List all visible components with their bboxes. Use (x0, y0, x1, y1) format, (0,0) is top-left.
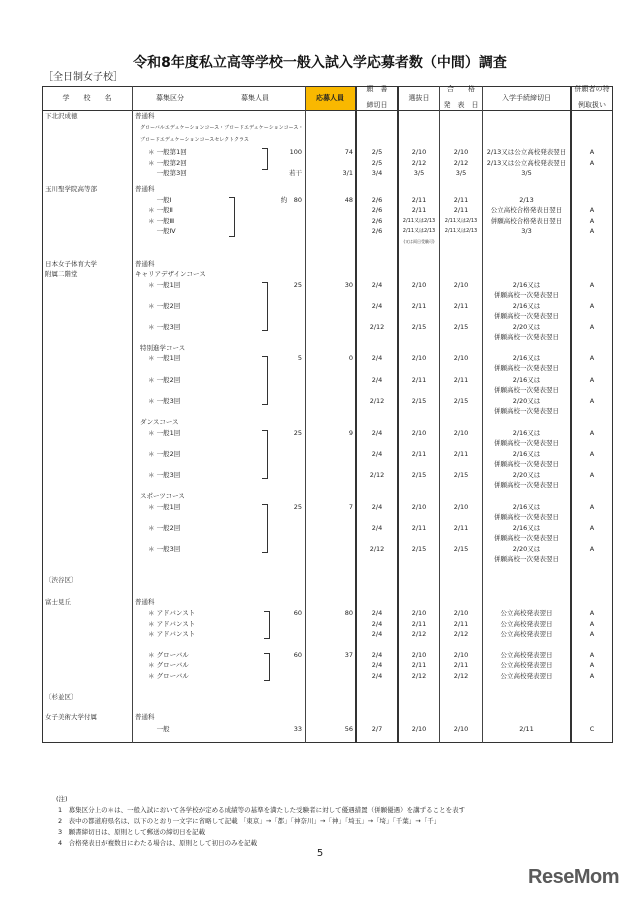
application-deadline-cell: 2/4 (371, 609, 383, 617)
page-title: 令和8年度私立高等学校一般入試入学応募者数（中間）調査 (133, 55, 507, 71)
category-cell: 特別進学コース (140, 344, 186, 352)
header-deadline-bottom: 締切日 (366, 101, 388, 109)
special-handling-cell: A (589, 672, 595, 680)
special-handling-cell: A (589, 281, 595, 289)
resemom-logo: ReseMom (528, 866, 619, 888)
selection-date-cell: 2/11 (411, 661, 427, 669)
pass-announcement-cell: 2/11又は2/13 (444, 228, 478, 234)
application-deadline-cell: 2/4 (371, 354, 383, 362)
pass-announcement-cell: 2/11 (453, 376, 469, 384)
selection-date-cell: 2/10 (411, 651, 427, 659)
pass-announcement-cell: 2/15 (453, 397, 469, 405)
page-number: 5 (316, 848, 324, 859)
selection-date-cell: 2/10 (411, 609, 427, 617)
special-handling-cell: A (589, 397, 595, 405)
application-deadline-cell: 2/4 (371, 302, 383, 310)
special-handling-cell: A (589, 661, 595, 669)
special-handling-cell: A (589, 545, 595, 553)
group-bracket (262, 148, 268, 170)
selection-date-cell: 2/11 (411, 450, 427, 458)
procedure-deadline-cell: 公立高校発表翌日 (500, 620, 553, 628)
special-handling-cell: A (589, 159, 595, 167)
school-name-cell: 下北沢成徳 (45, 112, 78, 120)
category-cell: ＊ グローバル (148, 661, 189, 669)
selection-date-cell: 2/10 (411, 148, 427, 156)
category-cell: ＊ 一般1回 (148, 281, 181, 289)
procedure-deadline-cell: 公立高校発表翌日 (500, 672, 553, 680)
category-cell: ＊ 一般3回 (148, 471, 181, 479)
category-cell: ＊ アドバンスト (148, 630, 196, 638)
selection-date-cell: 2/12 (411, 159, 427, 167)
category-cell: ダンスコース (140, 418, 179, 426)
pass-announcement-cell: 2/10 (453, 148, 469, 156)
pass-announcement-cell: 2/15 (453, 545, 469, 553)
selection-date-cell: 2/11又は2/13 (402, 228, 436, 234)
procedure-deadline-cell: 2/20又は 併願高校一次発表翌日 (494, 397, 559, 415)
category-cell: 普通科 (135, 112, 155, 120)
application-deadline-cell: 2/6 (371, 227, 383, 235)
application-deadline-cell: 2/12 (369, 471, 385, 479)
category-cell: 普通科 (135, 260, 155, 268)
header-selection: 選抜日 (408, 94, 430, 102)
procedure-deadline-cell: 2/16又は 併願高校一次発表翌日 (494, 281, 559, 299)
special-handling-cell: A (589, 206, 595, 214)
school-name-cell: 富士見丘 (45, 598, 71, 606)
applicants-cell: 37 (344, 651, 353, 659)
selection-date-cell: 2/11 (411, 196, 427, 204)
application-deadline-cell: 2/4 (371, 620, 383, 628)
capacity-cell: 25 (293, 503, 302, 511)
capacity-cell: 60 (293, 651, 302, 659)
pass-announcement-cell: 2/11 (453, 661, 469, 669)
selection-date-cell: 2/11 (411, 376, 427, 384)
selection-date-cell: 2/15 (411, 545, 427, 553)
capacity-cell: 25 (293, 281, 302, 289)
category-cell: 一般第3回 (148, 169, 187, 177)
application-deadline-cell: 2/12 (369, 323, 385, 331)
procedure-deadline-cell: 2/16又は 併願高校一次発表翌日 (494, 429, 559, 447)
header-special-bottom: 例取扱い (578, 101, 606, 109)
capacity-cell: 5 (297, 354, 302, 362)
applicants-cell: 30 (344, 281, 353, 289)
procedure-deadline-cell: 2/20又は 併願高校一次発表翌日 (494, 471, 559, 489)
school-name-cell: 〔渋谷区〕 (45, 576, 78, 584)
group-bracket (262, 356, 268, 405)
pass-announcement-cell: 2/10 (453, 503, 469, 511)
application-deadline-cell: 2/4 (371, 651, 383, 659)
pass-announcement-cell: 2/10 (453, 651, 469, 659)
selection-date-cell: 2/10 (411, 281, 427, 289)
selection-date-cell: 2/11 (411, 620, 427, 628)
procedure-deadline-cell: 2/16又は 併願高校一次発表翌日 (494, 450, 559, 468)
header-special-top: 併願者の特 (574, 85, 610, 93)
special-handling-cell: A (589, 217, 595, 225)
selection-date-cell: 2/11又は2/13 (402, 218, 436, 224)
applicants-cell: 7 (348, 503, 353, 511)
school-name-cell: 女子美術大学付属 (45, 713, 97, 721)
pass-announcement-cell: 2/10 (453, 354, 469, 362)
selection-date-cell: 2/11 (411, 524, 427, 532)
applicants-cell: 56 (344, 725, 353, 733)
selection-date-cell: 2/12 (411, 630, 427, 638)
school-name-cell: 〔杉並区〕 (45, 693, 78, 701)
application-deadline-cell: 2/4 (371, 429, 383, 437)
pass-announcement-cell: 2/11 (453, 302, 469, 310)
capacity-cell: 25 (293, 429, 302, 437)
section-label: ［全日制女子校］ (43, 72, 123, 83)
header-capacity: 募集人員 (241, 94, 269, 102)
application-deadline-cell: 2/4 (371, 376, 383, 384)
procedure-deadline-cell: 3/5 (521, 169, 532, 177)
category-cell: ＊ グローバル (148, 651, 189, 659)
special-handling-cell: A (589, 609, 595, 617)
category-cell: 普通科 (135, 598, 155, 606)
special-handling-cell: A (589, 302, 595, 310)
special-handling-cell: A (589, 376, 595, 384)
special-handling-cell: A (589, 630, 595, 638)
category-cell: ＊ 一般第2回 (148, 159, 187, 167)
special-handling-cell: A (589, 354, 595, 362)
special-handling-cell: A (589, 524, 595, 532)
application-deadline-cell: 2/6 (371, 217, 383, 225)
selection-date-cell: 2/15 (411, 323, 427, 331)
application-deadline-cell: 2/5 (371, 159, 383, 167)
category-cell: 一般Ⅳ (148, 227, 176, 235)
group-bracket (262, 430, 268, 479)
applicants-cell: 74 (344, 148, 353, 156)
category-cell: 普通科 (135, 713, 155, 721)
category-cell: ＊ 一般第1回 (148, 148, 187, 156)
procedure-deadline-cell: 公立高校発表翌日 (500, 630, 553, 638)
procedure-deadline-cell: 2/11 (519, 725, 534, 733)
pass-announcement-cell: 2/11又は2/13 (444, 218, 478, 224)
application-deadline-cell: 2/4 (371, 672, 383, 680)
pass-announcement-cell: 2/15 (453, 323, 469, 331)
procedure-deadline-cell: 3/3 (521, 227, 532, 235)
special-handling-cell: A (589, 620, 595, 628)
category-cell: ＊ グローバル (148, 672, 189, 680)
category-cell: ＊ アドバンスト (148, 609, 196, 617)
footnote-line: 2 表中の都道府県名は、以下のとおり一文字に省略して記載 「東京」→「都」「神奈川」→「神」「埼玉」→「埼」「千葉」→「千」 (58, 817, 441, 825)
procedure-deadline-cell: 公立高校発表翌日 (500, 651, 553, 659)
school-name-cell: 玉川聖学院高等部 (45, 185, 97, 193)
col-divider (305, 86, 306, 743)
special-handling-cell: A (589, 651, 595, 659)
application-deadline-cell: 2/4 (371, 661, 383, 669)
procedure-deadline-cell: 2/13 (519, 196, 534, 204)
special-handling-cell: A (589, 227, 595, 235)
category-cell: ＊ 一般2回 (148, 302, 181, 310)
pass-announcement-cell: 2/12 (453, 630, 469, 638)
group-bracket (262, 282, 268, 331)
application-deadline-cell: 2/6 (371, 196, 383, 204)
application-deadline-cell: 2/4 (371, 503, 383, 511)
category-cell: ＊ 一般3回 (148, 323, 181, 331)
procedure-deadline-cell: 2/16又は 併願高校一次発表翌日 (494, 524, 559, 542)
pass-announcement-cell: 3/5 (455, 169, 467, 177)
applicants-cell: 9 (348, 429, 353, 437)
selection-date-cell: 2/15 (411, 397, 427, 405)
application-deadline-cell: 2/4 (371, 281, 383, 289)
pass-announcement-cell: 2/10 (453, 429, 469, 437)
procedure-deadline-cell: 公立高校発表翌日 (500, 609, 553, 617)
footnote-line: (注) (56, 795, 68, 803)
header-procedure: 入学手続締切日 (502, 94, 551, 102)
pass-announcement-cell: 2/10 (453, 725, 469, 733)
special-handling-cell: A (589, 503, 595, 511)
selection-date-cell: 2/12 (411, 672, 427, 680)
selection-date-cell: (又は両日受験可) (403, 239, 435, 244)
procedure-deadline-cell: 2/13又は公立高校発表翌日 (486, 159, 567, 167)
selection-date-cell: 2/10 (411, 503, 427, 511)
selection-date-cell: 2/11 (411, 302, 427, 310)
procedure-deadline-cell: 公立高校発表翌日 (500, 661, 553, 669)
selection-date-cell: 2/10 (411, 725, 427, 733)
col-divider (439, 86, 440, 743)
capacity-cell: 100 (289, 148, 302, 156)
special-handling-cell: A (589, 148, 595, 156)
special-handling-cell: A (589, 429, 595, 437)
applicants-cell: 3/1 (342, 169, 353, 177)
application-deadline-cell: 3/4 (371, 169, 383, 177)
procedure-deadline-cell: 公立高校合格発表日翌日 (490, 206, 563, 214)
special-handling-cell: A (589, 323, 595, 331)
category-cell: ＊ アドバンスト (148, 620, 196, 628)
application-deadline-cell: 2/7 (371, 725, 383, 733)
category-cell: キャリアデザインコース (135, 270, 206, 278)
special-handling-cell: C (589, 725, 595, 733)
category-cell: ＊ 一般Ⅲ (148, 217, 175, 225)
procedure-deadline-cell: 2/20又は 併願高校一次発表翌日 (494, 323, 559, 341)
category-cell: ＊ 一般Ⅱ (148, 206, 173, 214)
pass-announcement-cell: 2/12 (453, 159, 469, 167)
category-cell: 一般Ⅰ (148, 196, 172, 204)
procedure-deadline-cell: 2/16又は 併願高校一次発表翌日 (494, 376, 559, 394)
group-bracket (264, 653, 270, 681)
pass-announcement-cell: 2/10 (453, 609, 469, 617)
category-cell: 普通科 (135, 185, 155, 193)
procedure-deadline-cell: 2/20又は 併願高校一次発表翌日 (494, 545, 559, 563)
header-category: 募集区分 (156, 94, 184, 102)
category-cell: ブロードエデュケーションコースセレクトクラス (140, 137, 249, 143)
pass-announcement-cell: 2/11 (453, 450, 469, 458)
col-divider (355, 86, 357, 743)
col-divider (397, 86, 399, 743)
footnote-line: 4 合格発表日が複数日にわたる場合は、原則として初日のみを記載 (58, 839, 258, 847)
category-cell: ＊ 一般1回 (148, 503, 181, 511)
pass-announcement-cell: 2/11 (453, 206, 469, 214)
category-cell: ＊ 一般2回 (148, 450, 181, 458)
category-cell: ＊ 一般1回 (148, 429, 181, 437)
procedure-deadline-cell: 2/13又は公立高校発表翌日 (486, 148, 567, 156)
selection-date-cell: 2/10 (411, 354, 427, 362)
procedure-deadline-cell: 2/16又は 併願高校一次発表翌日 (494, 503, 559, 521)
pass-announcement-cell: 2/15 (453, 471, 469, 479)
school-name-cell: 日本女子体育大学 (45, 260, 97, 268)
capacity-cell: 33 (293, 725, 302, 733)
pass-announcement-cell: 2/11 (453, 196, 469, 204)
category-cell: ＊ 一般1回 (148, 354, 181, 362)
pass-announcement-cell: 2/10 (453, 281, 469, 289)
application-deadline-cell: 2/4 (371, 524, 383, 532)
application-deadline-cell: 2/12 (369, 545, 385, 553)
selection-date-cell: 2/11 (411, 206, 427, 214)
category-cell: ＊ 一般2回 (148, 524, 181, 532)
header-divider (42, 110, 613, 111)
application-deadline-cell: 2/4 (371, 450, 383, 458)
footnote-line: 3 願書締切日は、原則として郵送の締切日を記載 (58, 828, 206, 836)
capacity-cell: 若干 (289, 169, 302, 177)
application-deadline-cell: 2/12 (369, 397, 385, 405)
procedure-deadline-cell: 併願高校合格発表日翌日 (490, 217, 563, 225)
col-divider (132, 86, 133, 743)
category-cell: 一般 (148, 725, 170, 733)
header-deadline-top: 願 書 (366, 85, 388, 93)
footnote-line: 1 募集区分上の＊は、一般入試において各学校が定める成績等の基準を満たした受験者に対して優遇措置（併願優遇）を講ずることを表す (58, 806, 466, 814)
capacity-cell: 60 (293, 609, 302, 617)
procedure-deadline-cell: 2/16又は 併願高校一次発表翌日 (494, 302, 559, 320)
header-applicants: 応募人員 (316, 94, 344, 102)
header-school: 学 校 名 (62, 94, 112, 102)
selection-date-cell: 2/15 (411, 471, 427, 479)
category-cell: スポーツコース (140, 492, 185, 500)
category-cell: グローバルエデュケーションコース・ブロードエデュケーションコース・ (140, 125, 304, 131)
selection-date-cell: 3/5 (413, 169, 425, 177)
procedure-deadline-cell: 2/16又は 併願高校一次発表翌日 (494, 354, 559, 372)
group-bracket (264, 611, 270, 639)
group-bracket (262, 504, 268, 553)
pass-announcement-cell: 2/11 (453, 524, 469, 532)
category-cell: ＊ 一般2回 (148, 376, 181, 384)
applicants-cell: 48 (344, 196, 353, 204)
applicants-cell: 0 (348, 354, 353, 362)
group-bracket (229, 197, 235, 237)
header-pass-bottom: 発 表 日 (443, 101, 479, 109)
special-handling-cell: A (589, 450, 595, 458)
special-handling-cell: A (589, 471, 595, 479)
header-pass-top: 合 格 (447, 85, 475, 93)
pass-announcement-cell: 2/12 (453, 672, 469, 680)
pass-announcement-cell: 2/11 (453, 620, 469, 628)
application-deadline-cell: 2/5 (371, 148, 383, 156)
application-deadline-cell: 2/4 (371, 630, 383, 638)
selection-date-cell: 2/10 (411, 429, 427, 437)
applicants-cell: 80 (344, 609, 353, 617)
capacity-cell: 約 80 (280, 196, 302, 204)
category-cell: ＊ 一般3回 (148, 545, 181, 553)
application-deadline-cell: 2/6 (371, 206, 383, 214)
school-name-cell: 附属二階堂 (45, 270, 78, 278)
category-cell: ＊ 一般3回 (148, 397, 181, 405)
